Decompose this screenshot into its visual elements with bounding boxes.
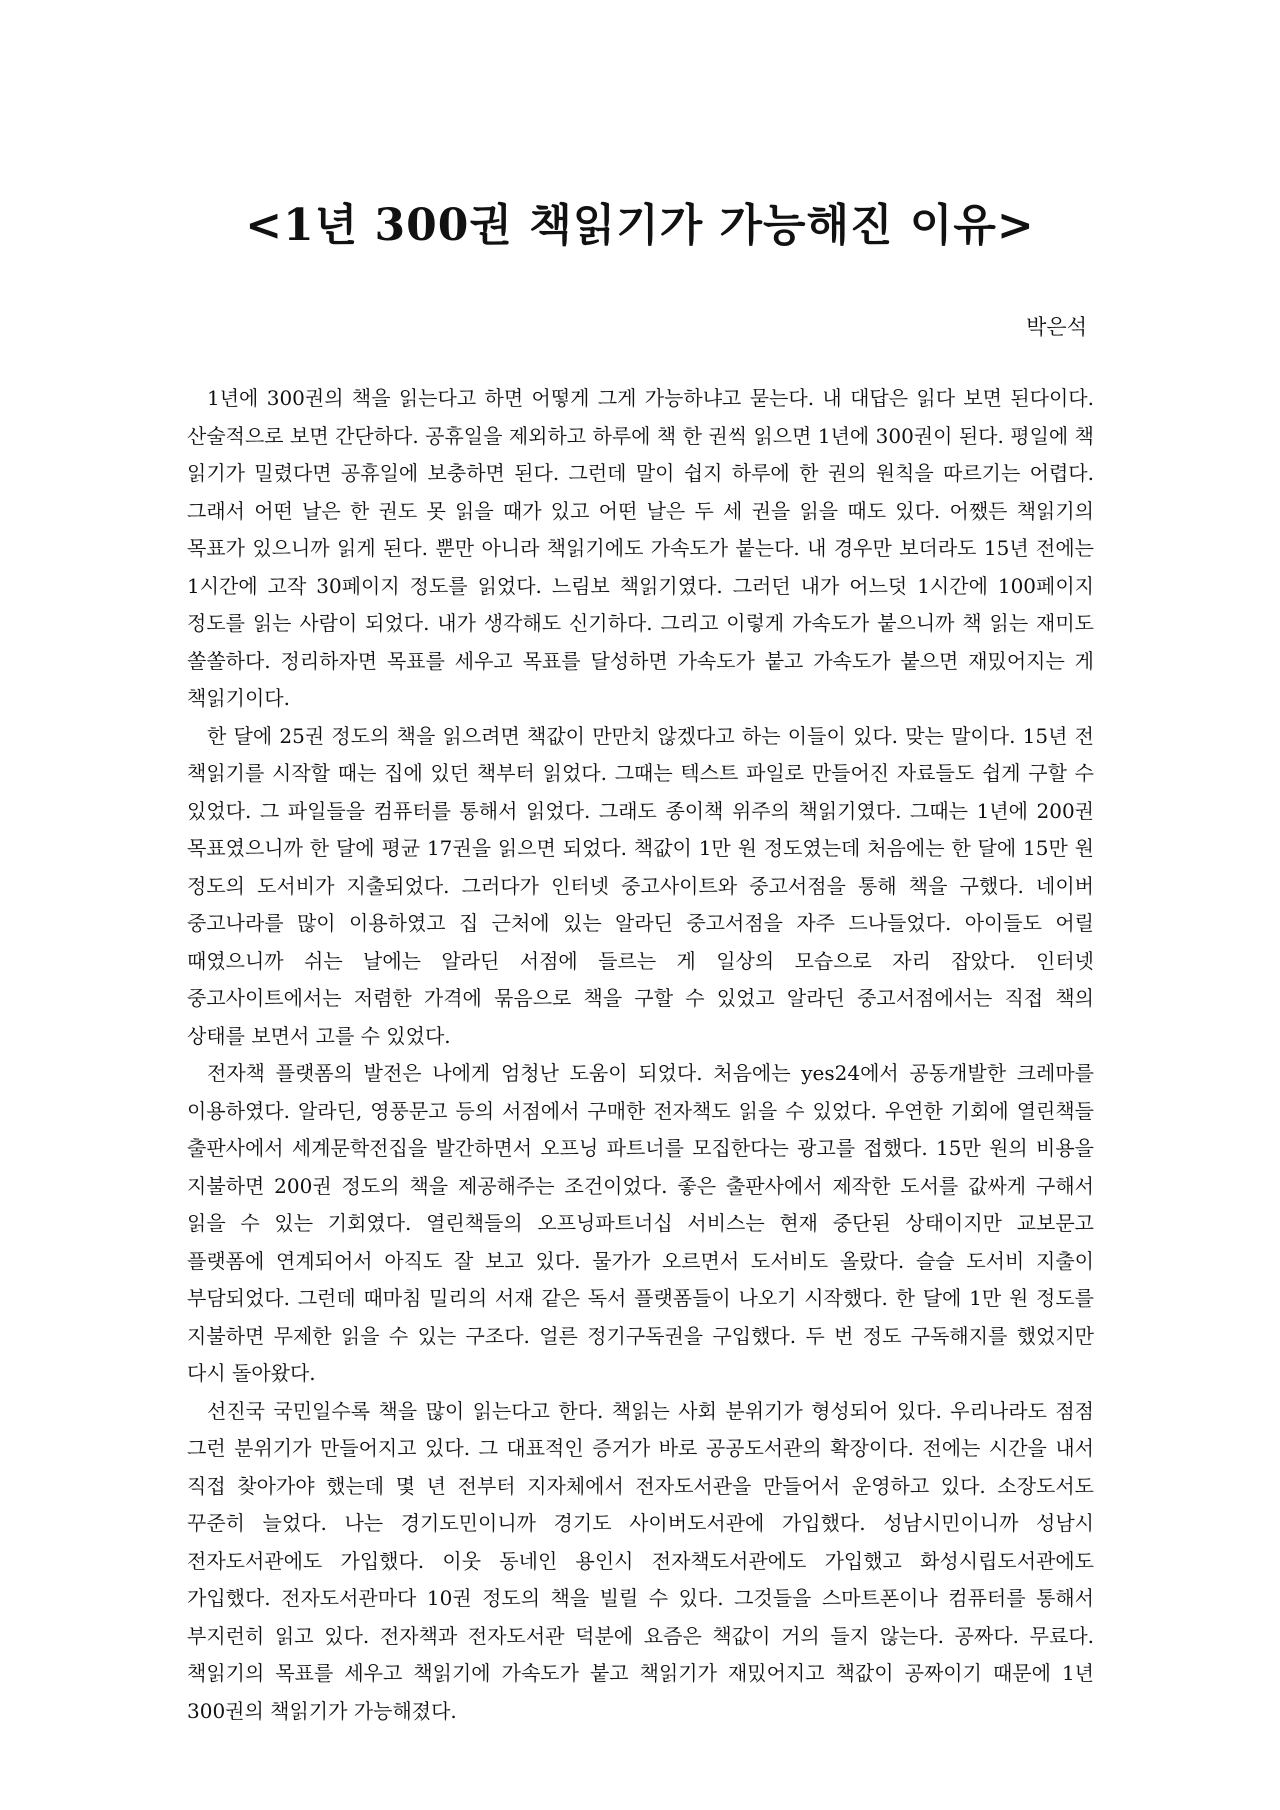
document-title: <1년 300권 책읽기가 가능해진 이유>	[245, 200, 1035, 251]
author-name: 박은석	[1026, 315, 1087, 339]
body-paragraph: 전자책 플랫폼의 발전은 나에게 엄청난 도움이 되었다. 처음에는 yes24에서 공동개발한 크레마를 이용하였다. 알라딘, 영풍문고 등의 서점에서 구매한 전자책도 읽을 수 있었다. 우연한 기회에 열린책들 출판사에서 세계문학전집을 발간하면서 오프닝 파트너를 모집한다는 광고를 접했다. 15만 원의 비용을 지불하면 200권 정도의 책을 제공해주는 조건이었다. 좋은 출판사에서 제작한 도서를 값싸게 구해서 읽을 수 있는 기회였다. 열린책들의 오프닝파트너십 서비스는 현재 중단된 상태이지만 교보문고 플랫폼에 연계되어서 아직도 잘 보고 있다. 물가가 오르면서 도서비도 올랐다. 슬슬 도서비 지출이 부담되었다. 그런데 때마침 밀리의 서재 같은 독서 플랫폼들이 나오기 시작했다. 한 달에 1만 원 정도를 지불하면 무제한 읽을 수 있는 구조다. 얼른 정기구독권을 구입했다. 두 번 정도 구독해지를 했었지만 다시 돌아왔다.	[187, 1061, 1094, 1385]
body-paragraph: 한 달에 25권 정도의 책을 읽으려면 책값이 만만치 않겠다고 하는 이들이 있다. 맞는 말이다. 15년 전 책읽기를 시작할 때는 집에 있던 책부터 읽었다. 그때는 텍스트 파일로 만들어진 자료들도 쉽게 구할 수 있었다. 그 파일들을 컴퓨터를 통해서 읽었다. 그래도 종이책 위주의 책읽기였다. 그때는 1년에 200권 목표였으니까 한 달에 평균 17권을 읽으면 되었다. 책값이 1만 원 정도였는데 처음에는 한 달에 15만 원 정도의 도서비가 지출되었다. 그러다가 인터넷 중고사이트와 중고서점을 통해 책을 구했다. 네이버 중고나라를 많이 이용하였고 집 근처에 있는 알라딘 중고서점을 자주 드나들었다. 아이들도 어릴 때였으니까 쉬는 날에는 알라딘 서점에 들르는 게 일상의 모습으로 자리 잡았다. 인터넷 중고사이트에서는 저렴한 가격에 묶음으로 책을 구할 수 있었고 알라딘 중고서점에서는 직접 책의 상태를 보면서 고를 수 있었다.	[187, 723, 1094, 1048]
document-body	[187, 380, 1094, 1730]
body-paragraph: 1년에 300권의 책을 읽는다고 하면 어떻게 그게 가능하냐고 묻는다. 내 대답은 읽다 보면 된다이다. 산술적으로 보면 간단하다. 공휴일을 제외하고 하루에 책 한 권씩 읽으면 1년에 300권이 된다. 평일에 책 읽기가 밀렸다면 공휴일에 보충하면 된다. 그런데 말이 쉽지 하루에 한 권의 원칙을 따르기는 어렵다. 그래서 어떤 날은 한 권도 못 읽을 때가 있고 어떤 날은 두 세 권을 읽을 때도 있다. 어쨌든 책읽기의 목표가 있으니까 읽게 된다. 뿐만 아니라 책읽기에도 가속도가 붙는다. 내 경우만 보더라도 15년 전에는 1시간에 고작 30페이지 정도를 읽었다. 느림보 책읽기였다. 그러던 내가 어느덧 1시간에 100페이지 정도를 읽는 사람이 되었다. 내가 생각해도 신기하다. 그리고 이렇게 가속도가 붙으니까 책 읽는 재미도 쏠쏠하다. 정리하자면 목표를 세우고 목표를 달성하면 가속도가 붙고 가속도가 붙으면 재밌어지는 게 책읽기이다.	[187, 386, 1094, 710]
body-paragraph: 선진국 국민일수록 책을 많이 읽는다고 한다. 책읽는 사회 분위기가 형성되어 있다. 우리나라도 점점 그런 분위기가 만들어지고 있다. 그 대표적인 증거가 바로 공공도서관의 확장이다. 전에는 시간을 내서 직접 찾아가야 했는데 몇 년 전부터 지자체에서 전자도서관을 만들어서 운영하고 있다. 소장도서도 꾸준히 늘었다. 나는 경기도민이니까 경기도 사이버도서관에 가입했다. 성남시민이니까 성남시 전자도서관에도 가입했다. 이웃 동네인 용인시 전자책도서관에도 가입했고 화성시립도서관에도 가입했다. 전자도서관마다 10권 정도의 책을 빌릴 수 있다. 그것들을 스마트폰이나 컴퓨터를 통해서 부지런히 읽고 있다. 전자책과 전자도서관 덕분에 요즘은 책값이 거의 들지 않는다. 공짜다. 무료다. 책읽기의 목표를 세우고 책읽기에 가속도가 붙고 책읽기가 재밌어지고 책값이 공짜이기 때문에 1년 300권의 책읽기가 가능해졌다.	[187, 1398, 1094, 1723]
